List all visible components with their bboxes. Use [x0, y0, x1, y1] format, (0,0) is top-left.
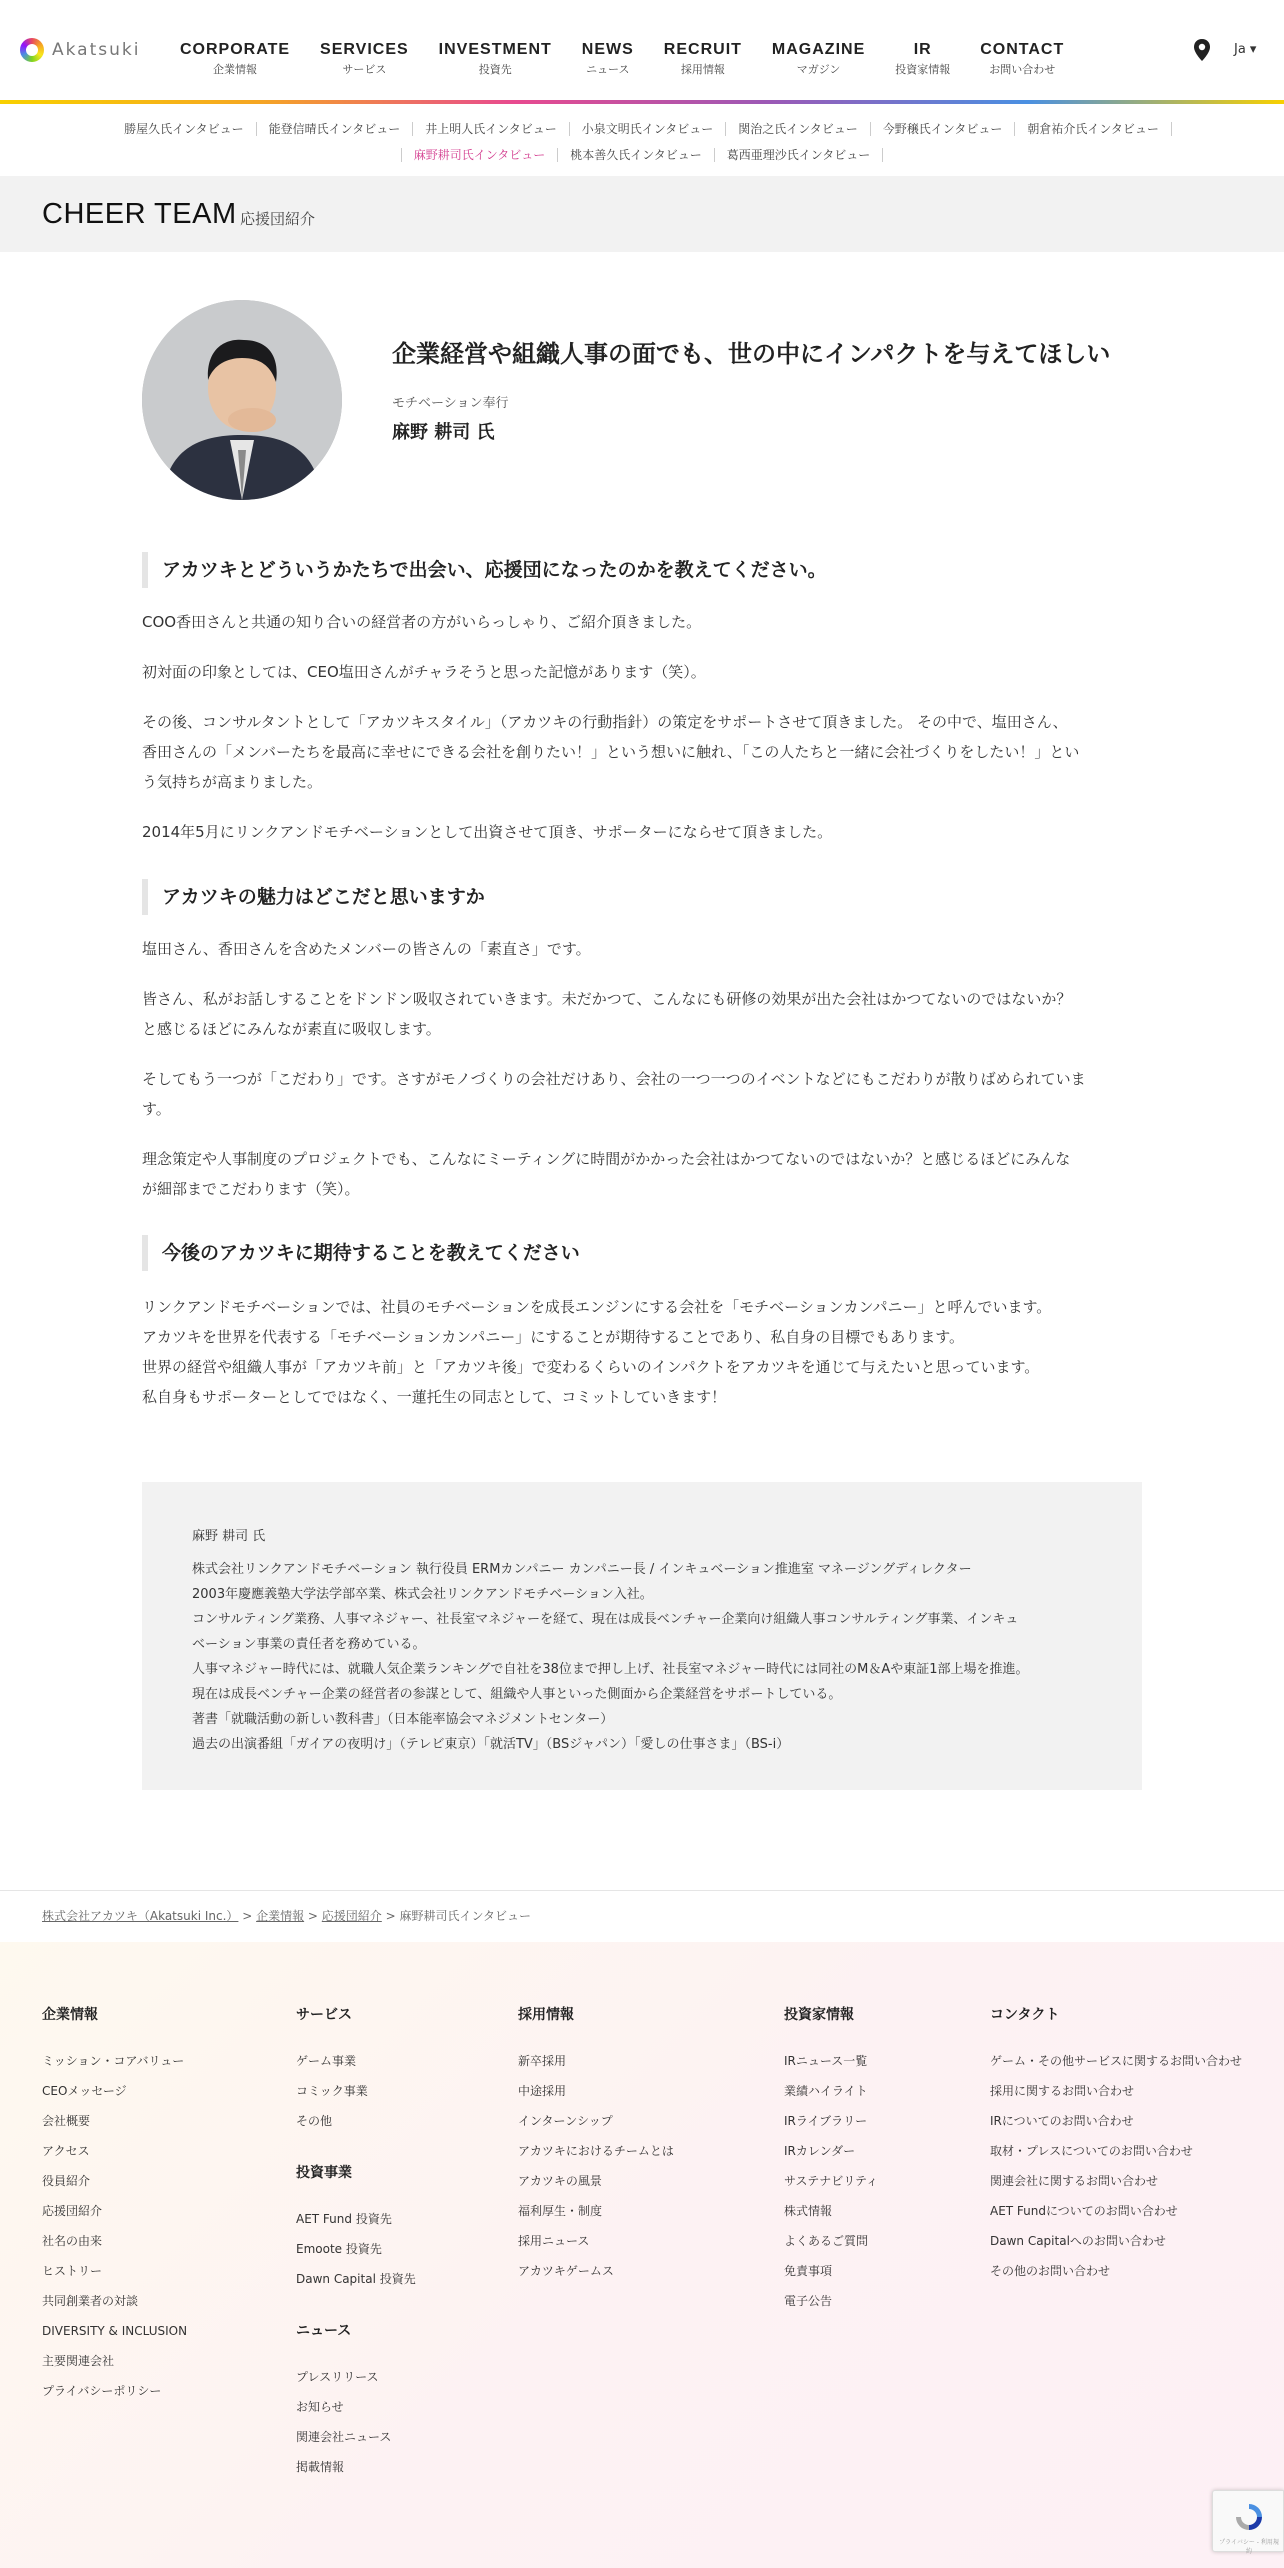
nav-item-magazine[interactable]	[772, 40, 865, 78]
footer-link[interactable]: 主要関連会社	[42, 2354, 115, 2368]
footer-link[interactable]: 関連会社ニュース	[296, 2430, 392, 2444]
footer-link[interactable]: 社名の由来	[42, 2234, 103, 2248]
footer-heading[interactable]: 企業情報	[42, 2007, 98, 2023]
akatsuki-logo-icon	[20, 38, 44, 62]
footer-link[interactable]: その他のお問い合わせ	[990, 2264, 1111, 2278]
nav-item-label: INVESTMENT	[438, 41, 552, 58]
paragraph: 2014年5月にリンクアンドモチベーションとして出資させて頂き、サポーターにならせて頂きました。	[142, 823, 833, 841]
paragraph-line: アカツキを世界を代表する「モチベーションカンパニー」にすることが期待することであり、私自身の目標でもあります。	[142, 1328, 965, 1346]
bio-line: 人事マネジャー時代には、就職人気企業ランキングで自社を38位まで押し上げ、社長室マネジャー時代には同社のM＆Aや東証1部上場を推進。	[192, 1662, 1029, 1677]
footer-link[interactable]: 免責事項	[784, 2264, 833, 2278]
interview-subnav	[0, 104, 1284, 176]
footer-link[interactable]: 福利厚生・制度	[518, 2204, 603, 2218]
subnav-item-interview[interactable]: 桃本善久氏インタビュー	[557, 148, 714, 162]
footer-link[interactable]: 取材・プレスについてのお問い合わせ	[990, 2144, 1193, 2158]
paragraph-line: 香田さんの「メンバーたちを最高に幸せにできる会社を創りたい！」という想いに触れ、「この人たちと一緒に会社づくりをしたい！」とい	[142, 743, 1080, 761]
footer-link[interactable]: インターンシップ	[518, 2114, 613, 2128]
nav-item-label: SERVICES	[320, 41, 409, 58]
footer-link[interactable]: IRカレンダー	[784, 2144, 856, 2158]
paragraph-line: 理念策定や人事制度のプロジェクトでも、こんなにミーティングに時間がかかった会社はかつてないのではないか？と感じるほどにみんな	[142, 1150, 1071, 1168]
subnav-item-interview[interactable]: 葛西亜理沙氏インタビュー	[714, 148, 884, 162]
footer-link[interactable]: Emoote 投資先	[296, 2242, 382, 2256]
footer-link[interactable]: ミッション・コアバリュー	[42, 2054, 185, 2068]
nav-item-label: CORPORATE	[180, 41, 291, 58]
footer-link[interactable]: ヒストリー	[42, 2264, 103, 2278]
breadcrumb-separator: >	[238, 1909, 257, 1923]
recaptcha-links: プライバシー - 利用規約	[1219, 2539, 1279, 2555]
footer-link[interactable]: 掲載情報	[296, 2460, 345, 2474]
footer-link[interactable]: ゲーム・その他サービスに関するお問い合わせ	[990, 2054, 1243, 2068]
footer-column-corporate	[42, 2004, 187, 2406]
interview-headline: 企業経営や組織人事の面でも、世の中にインパクトを与えてほしい	[392, 340, 1111, 368]
page-title-bar	[0, 176, 1284, 252]
nav-item-sublabel: サービス	[342, 63, 387, 76]
breadcrumb-divider	[0, 1890, 1284, 1891]
footer-link[interactable]: コミック事業	[296, 2084, 368, 2098]
subnav-item-interview[interactable]: 井上明人氏インタビュー	[412, 122, 569, 136]
bio-name: 麻野 耕司 氏	[192, 1529, 266, 1544]
nav-item-sublabel: マガジン	[796, 63, 841, 76]
nav-item-news[interactable]	[582, 40, 634, 78]
avatar	[142, 300, 342, 500]
nav-item-ir[interactable]	[895, 40, 950, 78]
footer-link[interactable]: Dawn Capital 投資先	[296, 2272, 416, 2286]
footer-link[interactable]: アクセス	[42, 2144, 90, 2158]
footer-link[interactable]: よくあるご質問	[784, 2234, 869, 2248]
footer-link[interactable]: 関連会社に関するお問い合わせ	[990, 2174, 1159, 2188]
nav-item-label: NEWS	[581, 41, 634, 58]
footer-link[interactable]: IRライブラリー	[784, 2114, 868, 2128]
paragraph	[142, 707, 1142, 797]
footer-link[interactable]: DIVERSITY & INCLUSION	[42, 2324, 188, 2338]
nav-item-label: RECRUIT	[663, 41, 742, 58]
breadcrumb-link[interactable]: 企業情報	[256, 1909, 305, 1923]
nav-item-label: CONTACT	[980, 41, 1065, 58]
paragraph-line: と感じるほどにみんなが素直に吸収します。	[142, 1020, 441, 1038]
nav-item-sublabel: ニュース	[586, 63, 630, 76]
paragraph-line: す。	[142, 1100, 171, 1118]
footer-link[interactable]: 採用ニュース	[518, 2234, 590, 2248]
footer-column-recruit	[518, 2004, 674, 2286]
nav-item-corporate[interactable]	[180, 40, 290, 78]
logo-text: Akatsuki	[52, 40, 141, 60]
paragraph: 初対面の印象としては、CEO塩田さんがチャラそうと思った記憶があります（笑）。	[142, 663, 706, 681]
footer-link[interactable]: 新卒採用	[518, 2054, 567, 2068]
footer-link[interactable]: アカツキゲームス	[518, 2264, 614, 2278]
paragraph-line: 私自身もサポーターとしてではなく、一蓮托生の同志として、コミットしていきます！	[142, 1388, 727, 1406]
nav-item-services[interactable]	[320, 40, 409, 78]
footer-column-services	[296, 2004, 416, 2482]
recaptcha-badge[interactable]	[1212, 2490, 1284, 2555]
portrait-image	[142, 300, 342, 500]
bio-line: コンサルティング業務、人事マネジャー、社長室マネジャーを経て、現在は成長ベンチャー企業向け組織人事コンサルティング事業、インキュ	[192, 1612, 1019, 1627]
footer-heading[interactable]: コンタクト	[990, 2007, 1060, 2023]
subnav-item-interview[interactable]: 勝屋久氏インタビュー	[124, 122, 244, 136]
paragraph-line: 世界の経営や組織人事が「アカツキ前」と「アカツキ後」で変わるくらいのインパクトをアカツキを通じて与えたいと思っています。	[142, 1358, 1040, 1376]
subnav-item-interview[interactable]: 朝倉祐介氏インタビュー	[1014, 122, 1172, 136]
footer-link[interactable]: 株式情報	[784, 2204, 833, 2218]
question-heading: アカツキの魅力はどこだと思いますか	[142, 879, 1142, 915]
paragraph-line: 皆さん、私がお話しすることをドンドン吸収されていきます。未だかつて、こんなにも研修の効果が出た会社はかつてないのではないか？	[142, 990, 1072, 1008]
footer-link[interactable]: AET Fundについてのお問い合わせ	[990, 2204, 1178, 2218]
footer-link[interactable]: 応援団紹介	[42, 2204, 103, 2218]
subnav-item-interview[interactable]: 関治之氏インタビュー	[725, 122, 870, 136]
footer-link[interactable]: 採用に関するお問い合わせ	[990, 2084, 1135, 2098]
subnav-item-interview[interactable]: 今野穣氏インタビュー	[870, 122, 1015, 136]
page-title: CHEER TEAM	[42, 198, 237, 230]
footer-column-ir	[784, 2004, 878, 2316]
footer-heading[interactable]: サービス	[296, 2007, 352, 2023]
subnav-row	[0, 116, 1284, 142]
paragraph-line: う気持ちが高まりました。	[142, 773, 323, 791]
breadcrumb-link[interactable]: 株式会社アカツキ（Akatsuki Inc.）	[42, 1909, 239, 1923]
subnav-row	[0, 142, 1284, 168]
bio-line: 著書「就職活動の新しい教科書」（日本能率協会マネジメントセンター）	[192, 1712, 614, 1727]
footer-link[interactable]: ゲーム事業	[296, 2054, 357, 2068]
paragraph	[142, 1292, 1142, 1412]
bio-line: 現在は成長ベンチャー企業の経営者の参謀として、組織や人事といった側面から企業経営をサポートしている。	[192, 1687, 842, 1702]
site-header	[0, 0, 1284, 100]
paragraph: 塩田さん、香田さんを含めたメンバーの皆さんの「素直さ」です。	[142, 940, 591, 958]
person-role: モチベーション奉行	[392, 396, 509, 411]
paragraph-line: リンクアンドモチベーションでは、社員のモチベーションを成長エンジンにする会社を「モチベーションカンパニー」と呼んでいます。	[142, 1298, 1052, 1316]
subnav-item-interview[interactable]: 麻野耕司氏インタビュー	[401, 148, 558, 162]
bio-line: 2003年慶應義塾大学法学部卒業、株式会社リンクアンドモチベーション入社。	[192, 1587, 653, 1602]
bio-lines	[192, 1557, 1092, 1757]
location-pin-icon[interactable]	[1192, 38, 1212, 62]
breadcrumb	[42, 1907, 531, 1924]
paragraph	[142, 1144, 1142, 1204]
subnav-item-interview[interactable]: 小泉文明氏インタビュー	[569, 122, 726, 136]
footer-link[interactable]: プレスリリース	[296, 2370, 379, 2384]
question-heading: アカツキとどういうかたちで出会い、応援団になったのかを教えてください。	[142, 552, 1142, 588]
breadcrumb-link[interactable]: 応援団紹介	[321, 1909, 382, 1923]
footer-link[interactable]: IRニュース一覧	[784, 2054, 868, 2068]
footer-group-investment	[296, 2162, 416, 2294]
person-name: 麻野 耕司 氏	[392, 422, 495, 443]
footer-group-services	[296, 2004, 416, 2136]
site-footer	[0, 1942, 1284, 2568]
footer-link[interactable]: アカツキの風景	[518, 2174, 602, 2188]
bio-line: 株式会社リンクアンドモチベーション 執行役員 ERMカンパニー カンパニー長 / インキュベーション推進室 マネージングディレクター	[192, 1562, 972, 1577]
nav-item-sublabel: お問い合わせ	[989, 63, 1056, 76]
footer-link[interactable]: 電子公告	[784, 2294, 833, 2308]
footer-link[interactable]: 中途採用	[518, 2084, 567, 2098]
nav-item-label: MAGAZINE	[771, 41, 866, 58]
profile-bio-box	[142, 1482, 1142, 1790]
paragraph-line: そしてもう一つが「こだわり」です。さすがモノづくりの会社だけあり、会社の一つ一つのイベントなどにもこだわりが散りばめられていま	[142, 1070, 1086, 1088]
question-heading: 今後のアカツキに期待することを教えてください	[142, 1235, 1142, 1271]
recaptcha-icon	[1233, 2501, 1265, 2533]
paragraph: COO香田さんと共通の知り合いの経営者の方がいらっしゃり、ご紹介頂きました。	[142, 613, 702, 631]
bio-line: ベーション事業の責任者を務めている。	[192, 1637, 426, 1652]
page-subtitle: 応援団紹介	[240, 210, 316, 228]
footer-link[interactable]: プライバシーポリシー	[42, 2384, 162, 2398]
footer-link[interactable]: アカツキにおけるチームとは	[518, 2144, 674, 2158]
nav-item-label: IR	[913, 41, 932, 58]
footer-link[interactable]: 会社概要	[42, 2114, 91, 2128]
bio-line: 過去の出演番組「ガイアの夜明け」（テレビ東京）「就活TV」（BSジャパン）「愛しの仕事さま」（BS-i）	[192, 1737, 790, 1752]
site-logo[interactable]	[20, 38, 140, 62]
footer-link[interactable]: Dawn Capitalへのお問い合わせ	[990, 2234, 1166, 2248]
language-selector[interactable]: Ja ▾	[1234, 42, 1257, 57]
footer-link[interactable]: その他	[296, 2114, 333, 2128]
paragraph	[142, 984, 1142, 1044]
breadcrumb-current: 麻野耕司氏インタビュー	[399, 1909, 532, 1923]
paragraph-line: その後、コンサルタントとして「アカツキスタイル」（アカツキの行動指針）の策定をサポートさせて頂きました。 その中で、塩田さん、	[142, 713, 1068, 731]
breadcrumb-separator: >	[381, 1909, 400, 1923]
nav-item-sublabel: 企業情報	[213, 63, 258, 76]
nav-item-sublabel: 投資家情報	[895, 63, 951, 76]
paragraph	[142, 1064, 1142, 1124]
footer-column-contact	[990, 2004, 1242, 2286]
footer-link[interactable]: 業績ハイライト	[784, 2084, 868, 2098]
footer-heading[interactable]: 投資家情報	[784, 2007, 854, 2023]
footer-link[interactable]: サステナビリティ	[784, 2174, 879, 2188]
footer-group-news	[296, 2320, 416, 2482]
global-nav	[180, 40, 1094, 78]
nav-item-investment[interactable]	[439, 40, 552, 78]
nav-item-sublabel: 投資先	[478, 63, 512, 76]
footer-heading[interactable]: 投資事業	[296, 2165, 352, 2181]
nav-item-sublabel: 採用情報	[680, 63, 725, 76]
paragraph-line: が細部までこだわります（笑）。	[142, 1180, 360, 1198]
footer-heading[interactable]: 採用情報	[518, 2007, 574, 2023]
breadcrumb-separator: >	[304, 1909, 322, 1923]
footer-link[interactable]: お知らせ	[296, 2400, 344, 2414]
nav-item-recruit[interactable]	[664, 40, 742, 78]
footer-link[interactable]: 役員紹介	[42, 2174, 91, 2188]
nav-item-contact[interactable]	[980, 40, 1064, 78]
footer-link[interactable]: 共同創業者の対談	[42, 2294, 139, 2308]
footer-link[interactable]: IRについてのお問い合わせ	[990, 2114, 1134, 2128]
footer-link[interactable]: AET Fund 投資先	[296, 2212, 392, 2226]
footer-link[interactable]: CEOメッセージ	[42, 2084, 127, 2098]
subnav-item-interview[interactable]: 能登信晴氏インタビュー	[256, 122, 413, 136]
footer-heading[interactable]: ニュース	[296, 2323, 352, 2339]
